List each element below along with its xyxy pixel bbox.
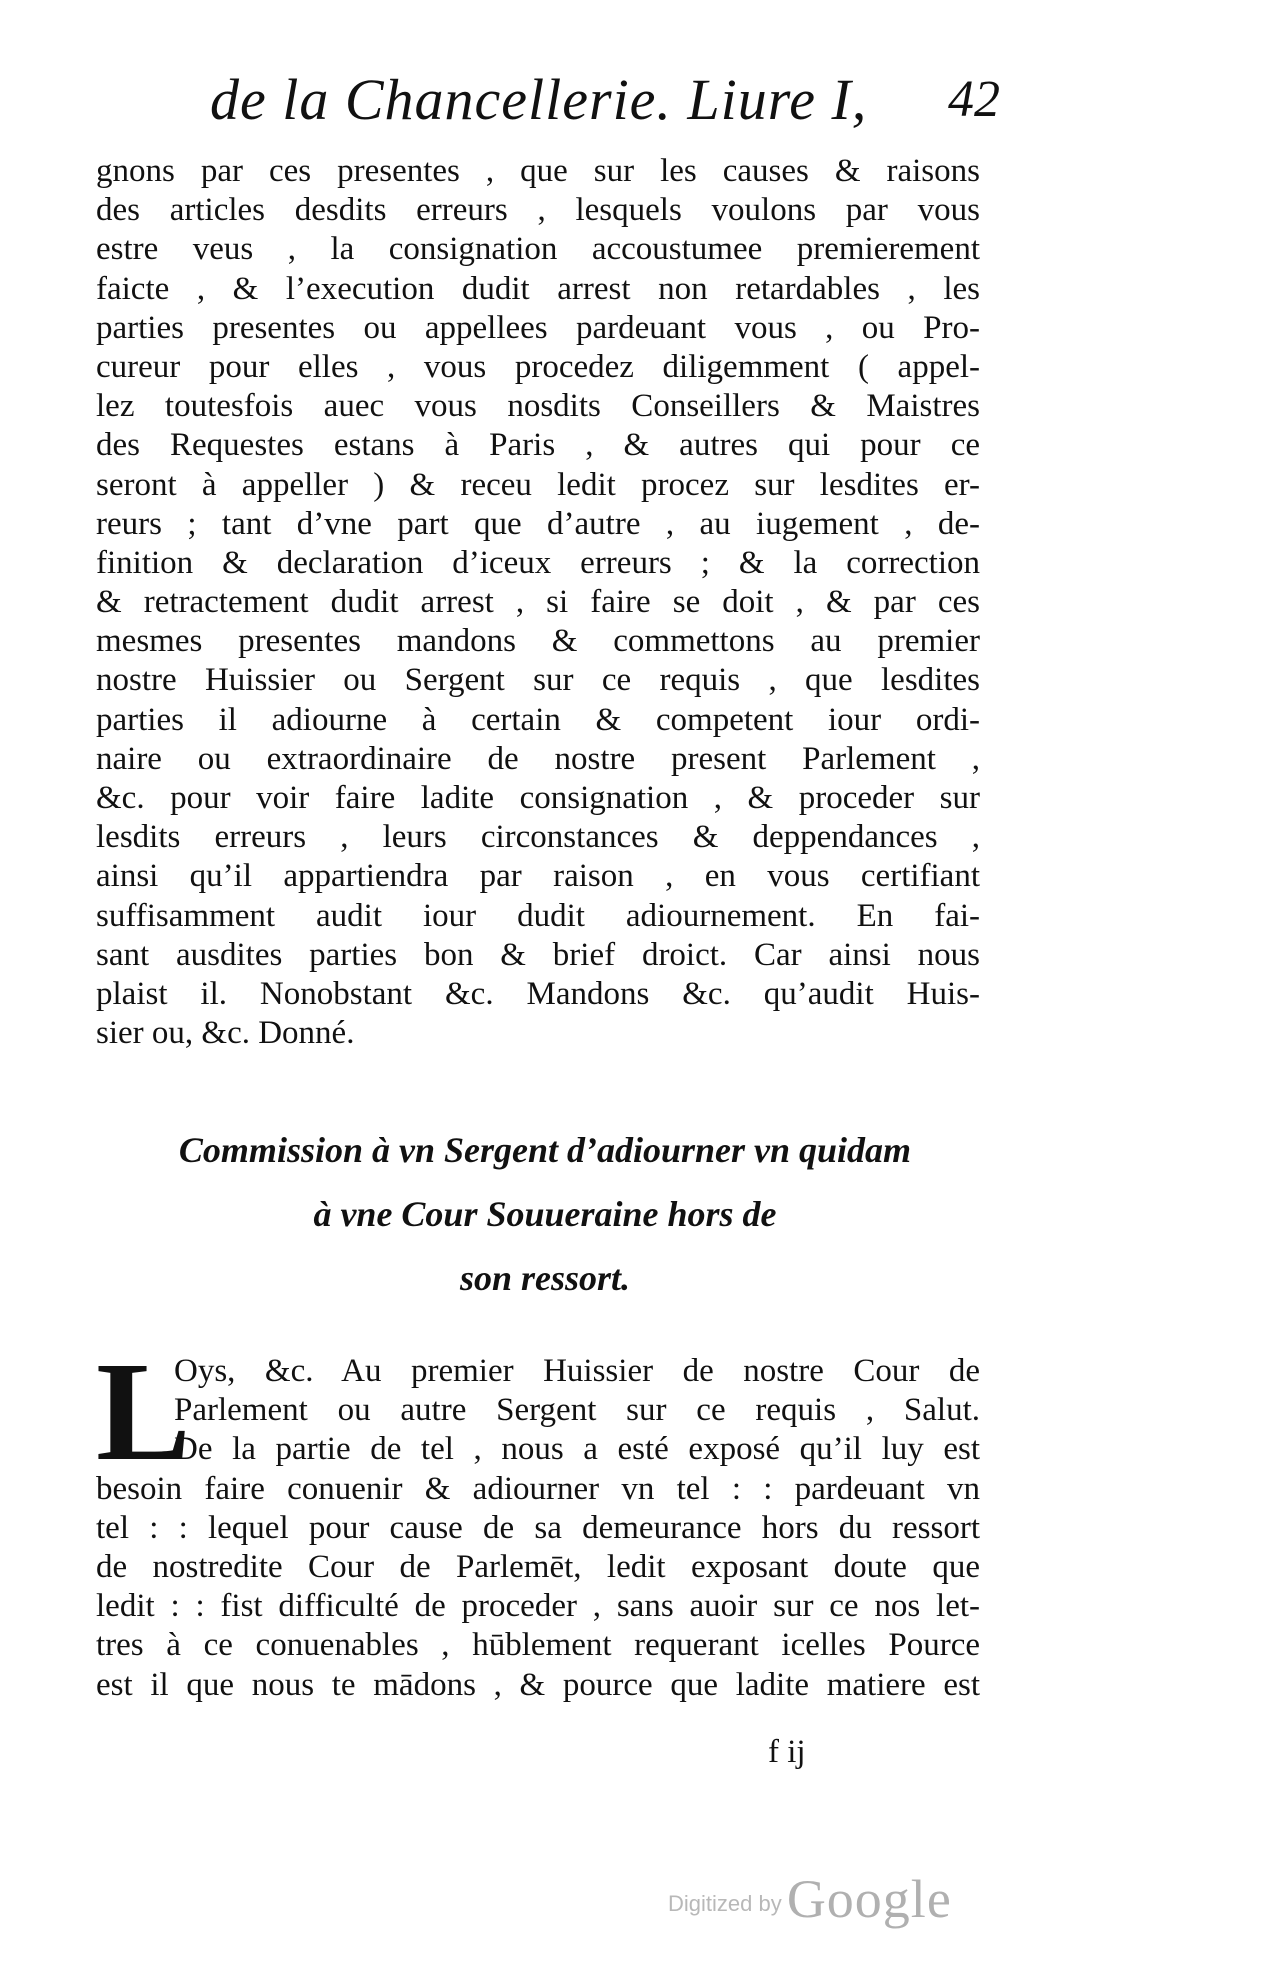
text-line: parties il adiourne à certain & competent iour ordi- [96,701,980,738]
text-line: plaist il. Nonobstant &c. Mandons &c. qu’audit Huis- [96,975,980,1012]
signature-mark: f ij [768,1734,806,1770]
text-line: naire ou extraordinaire de nostre present Parlement , [96,740,980,777]
text-block-2 [96,1332,980,1705]
heading-line: Commission à vn Sergent d’adiourner vn quidam [178,1130,912,1170]
text-line: & retractement dudit arrest , si faire se doit , & par ces [96,584,980,621]
page-number: 42 [948,71,1000,128]
text-line: lesdits erreurs , leurs circonstances & deppendances , [96,819,980,856]
text-line: De la partie de tel , nous a esté exposé qu’il luy est [174,1431,980,1468]
text-line: nostre Huissier ou Sergent sur ce requis , que lesdites [96,662,980,699]
text-line: suffisamment audit iour dudit adiournement. En fai- [96,897,980,934]
heading-line: son ressort. [459,1258,631,1298]
text-line: lez toutesfois auec vous nosdits Conseillers & Maistres [96,388,980,425]
digitized-by-watermark [668,1868,952,1928]
text-line: des articles desdits erreurs , lesquels voulons par vous [96,192,980,229]
running-head [210,64,1000,144]
text-block-1 [96,152,980,1053]
text-line: cureur pour elles , vous procedez diligemment ( appel- [96,348,980,385]
text-line: sant ausdites parties bon & brief droict. Car ainsi nous [96,936,980,973]
text-line: gnons par ces presentes , que sur les causes & raisons [96,153,980,189]
text-line: finition & declaration d’iceux erreurs ; & la correction [96,544,980,581]
watermark-prefix: Digitized by [668,1891,782,1916]
text-line: Parlement ou autre Sergent sur ce requis , Salut. [174,1392,980,1429]
text-line: ledit : : fist difficulté de proceder , sans auoir sur ce nos let- [96,1588,980,1625]
section-heading [110,1118,980,1310]
text-line: faicte , & l’execution dudit arrest non retardables , les [96,270,980,307]
running-title: de la Chancellerie. Liure I, [210,67,868,132]
text-line: estre veus , la consignation accoustumee premierement [96,231,980,268]
text-line: tel : : lequel pour cause de sa demeurance hors du ressort [96,1509,980,1546]
google-logo: Google [786,1869,952,1929]
text-line: est il que nous te mādons , & pource que ladite matiere est [96,1666,980,1703]
drop-cap: L [96,1332,191,1490]
text-line: ainsi qu’il appartiendra par raison , en vous certifiant [96,858,980,895]
heading-line: à vne Cour Souueraine hors de [313,1194,777,1234]
text-line: reurs ; tant d’vne part que d’autre , au iugement , de- [96,505,980,542]
text-line: Oys, &c. Au premier Huissier de nostre Cour de [174,1353,980,1389]
text-line: des Requestes estans à Paris , & autres qui pour ce [96,427,980,464]
text-line: tres à ce conuenables , hūblement requerant icelles Pource [96,1627,980,1664]
text-line: &c. pour voir faire ladite consignation , & proceder sur [96,780,980,816]
text-line: seront à appeller ) & receu ledit procez sur lesdites er- [96,466,980,503]
text-line: de nostredite Cour de Parlemēt, ledit exposant doute que [96,1548,980,1585]
text-line: mesmes presentes mandons & commettons au premier [96,623,980,660]
text-line: besoin faire conuenir & adiourner vn tel : : pardeuant vn [96,1470,980,1507]
text-line: sier ou, &c. Donné. [96,1015,355,1052]
text-line: parties presentes ou appellees pardeuant vous , ou Pro- [96,309,980,346]
